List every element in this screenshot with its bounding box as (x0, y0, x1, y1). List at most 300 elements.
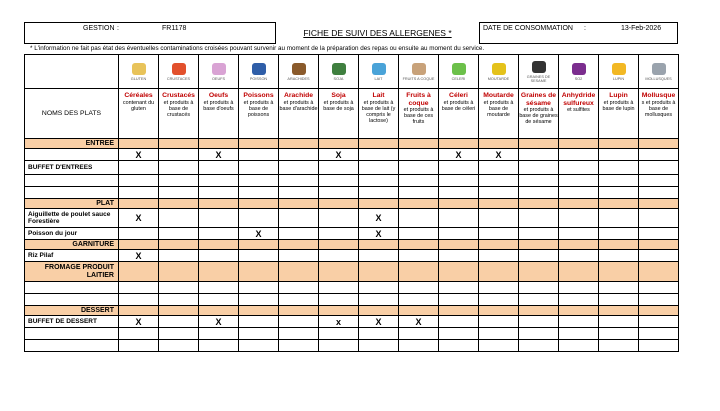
allergen-mark-cell (479, 340, 519, 352)
allergen-mark-cell (199, 316, 239, 328)
allergen-icon-caption: OEUFS (211, 76, 226, 81)
allergen-mark-cell (479, 228, 519, 240)
allergen-column-header (199, 89, 239, 139)
allergen-mark-cell (279, 316, 319, 328)
allergen-mark-cell (599, 161, 639, 175)
allergen-mark-cell (439, 294, 479, 306)
allergen-mark-cell (119, 316, 159, 328)
allergen-mark-cell (399, 161, 439, 175)
allergen-mark-cell (119, 250, 159, 262)
allergen-name: Lupin (609, 92, 628, 99)
dish-name: BUFFET D'ENTREES (28, 163, 93, 171)
gestion-label: GESTION (83, 25, 115, 32)
allergen-icon-caption: CRUSTACES (166, 76, 191, 81)
allergen-icon-cell (599, 55, 639, 89)
allergen-mark-cell (479, 328, 519, 340)
section-band-cell (559, 240, 599, 250)
allergen-mark-cell (599, 228, 639, 240)
allergen-icon-cell (559, 55, 599, 89)
allergen-mark-cell (319, 294, 359, 306)
section-band-cell (519, 199, 559, 209)
section-band-cell (279, 306, 319, 316)
allergen-mark-cell (199, 328, 239, 340)
allergen-mark-cell (279, 340, 319, 352)
allergen-mark-cell (239, 161, 279, 175)
mustard-icon (492, 63, 506, 75)
section-band-cell (119, 139, 159, 149)
allergen-mark-cell (119, 187, 159, 199)
section-band-cell (119, 262, 159, 282)
allergen-mark: X (335, 149, 342, 160)
section-band-cell (319, 240, 359, 250)
section-band-cell (199, 240, 239, 250)
allergen-mark-cell (639, 228, 679, 240)
allergen-table (24, 54, 679, 352)
allergen-mark-cell (639, 175, 679, 187)
allergen-mark: X (135, 316, 142, 327)
allergen-mark-cell (199, 340, 239, 352)
allergen-mark: X (215, 149, 222, 160)
section-band-cell (479, 139, 519, 149)
allergen-mark-cell (359, 294, 399, 306)
allergen-mark-cell (519, 316, 559, 328)
dish-name-cell (25, 209, 119, 228)
allergen-mark-cell (399, 316, 439, 328)
allergen-mark-cell (119, 209, 159, 228)
dish-name-cell (25, 175, 119, 187)
allergen-mark-cell (279, 294, 319, 306)
allergen-mark-cell (199, 161, 239, 175)
allergen-column-header (559, 89, 599, 139)
dish-name: Poisson du jour (28, 229, 78, 237)
section-band-cell (559, 139, 599, 149)
allergen-mark: X (135, 149, 142, 160)
allergen-mark-cell (559, 187, 599, 199)
allergen-mark-cell (399, 340, 439, 352)
section-band-cell (199, 306, 239, 316)
dish-name-cell (25, 161, 119, 175)
allergen-mark-cell (319, 250, 359, 262)
allergen-mark-cell (359, 228, 399, 240)
allergen-mark-cell (359, 340, 399, 352)
egg-icon (212, 63, 226, 75)
section-header (25, 199, 119, 209)
allergen-mark-cell (319, 316, 359, 328)
section-band-cell (639, 199, 679, 209)
allergen-mark-cell (479, 250, 519, 262)
allergen-description: et sulfites (567, 107, 590, 113)
section-band-cell (239, 262, 279, 282)
section-band-cell (239, 199, 279, 209)
allergen-icon-caption: LAIT (374, 76, 383, 81)
allergen-mark-cell (279, 209, 319, 228)
allergen-mark-cell (439, 209, 479, 228)
allergen-mark-cell (279, 282, 319, 294)
section-band-cell (639, 306, 679, 316)
allergen-mark-cell (119, 294, 159, 306)
allergen-description: et produits à base de lupin (602, 99, 635, 112)
allergen-mark-cell (479, 161, 519, 175)
section-band-cell (559, 262, 599, 282)
dish-name-cell (25, 250, 119, 262)
allergen-mark-cell (439, 187, 479, 199)
icon-row-spacer (25, 55, 119, 89)
allergen-column-header (279, 89, 319, 139)
fish-icon (252, 63, 266, 75)
allergen-mark-cell (439, 282, 479, 294)
allergen-mark-cell (279, 175, 319, 187)
section-band-cell (279, 262, 319, 282)
section-band-cell (599, 139, 639, 149)
section-header (25, 139, 119, 149)
allergen-description: et produits à base de céleri (441, 99, 476, 112)
allergen-mark-cell (479, 316, 519, 328)
section-band-cell (399, 139, 439, 149)
allergen-mark-cell (639, 282, 679, 294)
section-band-cell (639, 139, 679, 149)
allergen-mark-cell (199, 209, 239, 228)
allergen-column-header (359, 89, 399, 139)
allergen-mark-cell (119, 328, 159, 340)
allergen-mark-cell (319, 149, 359, 161)
section-band-cell (359, 262, 399, 282)
allergen-mark-cell (159, 187, 199, 199)
allergen-icon-cell (519, 55, 559, 89)
allergen-mark-cell (439, 250, 479, 262)
allergen-description: contenant du gluten (122, 99, 155, 112)
allergen-name: Fruits à coque (406, 92, 431, 107)
section-band-cell (159, 262, 199, 282)
allergen-icon-cell (479, 55, 519, 89)
allergen-name: Céréales (124, 92, 153, 99)
allergen-description: s et produits à base de mollusques (641, 99, 676, 118)
allergen-description: et produits à base de soja (323, 99, 354, 112)
allergen-mark-cell (519, 228, 559, 240)
allergen-mark-cell (559, 175, 599, 187)
allergen-mark-cell (159, 340, 199, 352)
allergen-mark-cell (479, 187, 519, 199)
allergen-mark-cell (439, 340, 479, 352)
allergen-name: Graines de sésame (520, 92, 557, 107)
gestion-separator: : (117, 25, 119, 32)
section-band-cell (359, 240, 399, 250)
allergen-mark-cell (359, 250, 399, 262)
allergen-icon-cell (639, 55, 679, 89)
allergen-mark-cell (359, 187, 399, 199)
allergen-mark-cell (399, 250, 439, 262)
section-band-cell (359, 199, 399, 209)
allergen-description: et produits à base de graines de sésame (519, 107, 558, 126)
section-band-cell (319, 139, 359, 149)
allergen-name: Arachide (283, 92, 314, 99)
allergen-mark-cell (559, 282, 599, 294)
section-band-cell (119, 240, 159, 250)
section-band-cell (559, 306, 599, 316)
allergen-icon-caption: POISSON (249, 76, 268, 81)
date-label: DATE DE CONSOMMATION (483, 25, 573, 32)
section-band-cell (199, 262, 239, 282)
allergen-icon-cell (439, 55, 479, 89)
section-band-cell (199, 139, 239, 149)
allergen-description: et produits à base d'arachide (279, 99, 318, 112)
allergen-mark-cell (199, 250, 239, 262)
allergen-mark-cell (599, 316, 639, 328)
allergen-column-header (399, 89, 439, 139)
allergen-mark-cell (239, 294, 279, 306)
allergen-mark-cell (399, 175, 439, 187)
allergen-mark-cell (359, 149, 399, 161)
section-band-cell (119, 306, 159, 316)
section-band-cell (479, 262, 519, 282)
allergen-mark-cell (359, 161, 399, 175)
allergen-icon-cell (279, 55, 319, 89)
allergen-mark-cell (199, 187, 239, 199)
section-band-cell (239, 306, 279, 316)
disclaimer-note: * L'information ne fait pas état des éventuelles contaminations croisées pouvant survenir au moment de la préparation des repas ou ensuite au moment du service. (30, 45, 485, 52)
allergen-description: et produits à base de ces fruits (403, 107, 434, 126)
allergen-mark-cell (159, 175, 199, 187)
allergen-mark-cell (279, 161, 319, 175)
allergen-mark-cell (559, 209, 599, 228)
allergen-mark-cell (559, 316, 599, 328)
allergen-mark-cell (639, 161, 679, 175)
section-header (25, 240, 119, 250)
section-band-cell (439, 306, 479, 316)
allergen-mark-cell (519, 175, 559, 187)
allergen-mark-cell (239, 328, 279, 340)
allergen-mark-cell (519, 328, 559, 340)
allergen-description: et produits à base d'oeufs (203, 99, 234, 112)
allergen-name: Moutarde (483, 92, 514, 99)
allergen-name: Soja (331, 92, 346, 99)
allergen-mark-cell (519, 161, 559, 175)
dish-name-cell (25, 294, 119, 306)
allergen-mark-cell (119, 175, 159, 187)
section-band-cell (359, 306, 399, 316)
section-band-cell (439, 262, 479, 282)
section-band-cell (599, 199, 639, 209)
allergen-mark-cell (559, 228, 599, 240)
allergen-icon-cell (399, 55, 439, 89)
section-label: ENTREE (85, 139, 114, 147)
section-band-cell (599, 240, 639, 250)
allergen-icon-caption: GLUTEN (130, 76, 147, 81)
allergen-mark-cell (239, 175, 279, 187)
section-band-cell (519, 139, 559, 149)
allergen-mark-cell (359, 282, 399, 294)
sesame-icon (532, 61, 546, 73)
allergen-mark-cell (399, 228, 439, 240)
allergen-mark-cell (239, 282, 279, 294)
allergen-icon-caption: MOUTARDE (487, 76, 510, 81)
allergen-mark: X (135, 213, 142, 223)
allergen-mark-cell (639, 294, 679, 306)
allergen-mark-cell (559, 161, 599, 175)
dishes-header-label: NOMS DES PLATS (41, 110, 102, 117)
milk-icon (372, 63, 386, 75)
allergen-description: et produits à base de crustacés (163, 99, 194, 118)
allergen-mark-cell (119, 161, 159, 175)
allergen-mark-cell (519, 209, 559, 228)
allergen-column-header (479, 89, 519, 139)
section-label: GARNITURE (72, 240, 114, 248)
allergen-mark-cell (199, 149, 239, 161)
allergen-mark-cell (439, 316, 479, 328)
section-label: DESSERT (80, 306, 114, 314)
allergen-mark-cell (399, 187, 439, 199)
allergen-name: Anhydride sulfureux (561, 92, 596, 107)
allergen-column-header (119, 89, 159, 139)
allergen-mark-cell (479, 209, 519, 228)
section-band-cell (159, 199, 199, 209)
allergen-mark: X (415, 316, 422, 327)
section-band-cell (519, 262, 559, 282)
allergen-mark-cell (199, 228, 239, 240)
allergen-mark-cell (159, 209, 199, 228)
allergen-mark-cell (399, 209, 439, 228)
allergen-mark-cell (479, 282, 519, 294)
section-band-cell (519, 240, 559, 250)
allergen-mark-cell (599, 187, 639, 199)
allergen-icon-caption: FRUITS A COQUE (402, 76, 435, 81)
allergen-mark-cell (439, 228, 479, 240)
allergen-mark-cell (239, 149, 279, 161)
allergen-mark-cell (399, 282, 439, 294)
allergen-description: et produits à base de lait (y compris le lactose) (361, 99, 396, 125)
allergen-mark-cell (519, 282, 559, 294)
sulphite-icon (572, 63, 586, 75)
allergen-mark-cell (239, 316, 279, 328)
section-band-cell (239, 240, 279, 250)
allergen-mark-cell (559, 250, 599, 262)
allergen-mark-cell (519, 149, 559, 161)
allergen-mark-cell (119, 282, 159, 294)
section-band-cell (479, 199, 519, 209)
allergen-mark-cell (239, 209, 279, 228)
dish-name: BUFFET DE DESSERT (28, 317, 97, 325)
allergen-mark: X (375, 316, 382, 327)
allergen-column-header (319, 89, 359, 139)
allergen-icon-caption: ARACHIDES (287, 76, 310, 81)
allergen-column-header (519, 89, 559, 139)
dish-name-cell (25, 340, 119, 352)
allergen-icon-caption: SOJA (333, 76, 344, 81)
allergen-mark: X (455, 149, 462, 160)
allergen-mark-cell (319, 161, 359, 175)
allergen-mark-cell (119, 228, 159, 240)
allergen-mark-cell (279, 187, 319, 199)
allergen-mark-cell (479, 175, 519, 187)
section-band-cell (399, 199, 439, 209)
allergen-mark-cell (159, 316, 199, 328)
allergen-mark-cell (159, 328, 199, 340)
allergen-mark-cell (199, 282, 239, 294)
allergen-mark-cell (599, 149, 639, 161)
soy-icon (332, 63, 346, 75)
allergen-icon-cell (239, 55, 279, 89)
allergen-column-header (439, 89, 479, 139)
allergen-mark-cell (159, 228, 199, 240)
allergen-column-header (159, 89, 199, 139)
allergen-mark-cell (559, 294, 599, 306)
section-band-cell (279, 139, 319, 149)
lupin-icon (612, 63, 626, 75)
allergen-mark-cell (319, 282, 359, 294)
allergen-mark-cell (239, 340, 279, 352)
section-band-cell (199, 199, 239, 209)
allergen-mark-cell (599, 282, 639, 294)
allergen-description: et produits à base de moutarde (483, 99, 514, 118)
allergen-mark-cell (399, 294, 439, 306)
allergen-mark-cell (519, 340, 559, 352)
allergen-mark-cell (639, 316, 679, 328)
dish-name: Riz Pilaf (28, 251, 54, 259)
dish-name-cell (25, 328, 119, 340)
allergen-mark-cell (599, 175, 639, 187)
allergen-icon-cell (199, 55, 239, 89)
allergen-mark-cell (399, 149, 439, 161)
allergen-mark-cell (159, 149, 199, 161)
allergen-mark-cell (359, 209, 399, 228)
section-label: FROMAGE PRODUIT LAITIER (44, 264, 114, 279)
section-band-cell (119, 199, 159, 209)
allergen-mark-cell (559, 340, 599, 352)
allergen-mark-cell (239, 250, 279, 262)
section-band-cell (519, 306, 559, 316)
mollusc-icon (652, 63, 666, 75)
allergen-description: et produits à base de poissons (243, 99, 274, 118)
allergen-name: Oeufs (208, 92, 229, 99)
allergen-mark-cell (599, 340, 639, 352)
allergen-mark-cell (439, 161, 479, 175)
allergen-mark: X (215, 316, 222, 327)
dish-name-cell (25, 228, 119, 240)
dish-name-cell (25, 316, 119, 328)
section-band-cell (439, 139, 479, 149)
allergen-mark: X (255, 228, 262, 239)
allergen-name: Mollusque (641, 92, 676, 99)
allergen-mark-cell (479, 149, 519, 161)
allergen-icon-caption: MOLLUSQUES (645, 76, 672, 81)
allergen-mark-cell (559, 149, 599, 161)
nut-icon (412, 63, 426, 75)
allergen-mark-cell (599, 294, 639, 306)
crab-icon (172, 63, 186, 75)
allergen-mark-cell (319, 228, 359, 240)
allergen-mark-cell (479, 294, 519, 306)
section-band-cell (639, 240, 679, 250)
section-band-cell (599, 306, 639, 316)
wheat-icon (132, 63, 146, 75)
allergen-mark-cell (279, 250, 319, 262)
allergen-mark-cell (199, 175, 239, 187)
dish-name-cell (25, 149, 119, 161)
allergen-mark-cell (279, 228, 319, 240)
allergen-mark-cell (439, 149, 479, 161)
allergen-mark-cell (639, 149, 679, 161)
section-band-cell (479, 306, 519, 316)
section-band-cell (599, 262, 639, 282)
dish-name-cell (25, 187, 119, 199)
section-band-cell (159, 240, 199, 250)
allergen-mark-cell (599, 209, 639, 228)
allergen-mark-cell (519, 250, 559, 262)
page-title: FICHE DE SUIVI DES ALLERGENES * (303, 28, 452, 38)
section-band-cell (439, 240, 479, 250)
section-band-cell (639, 262, 679, 282)
section-band-cell (319, 262, 359, 282)
allergen-mark-cell (359, 328, 399, 340)
